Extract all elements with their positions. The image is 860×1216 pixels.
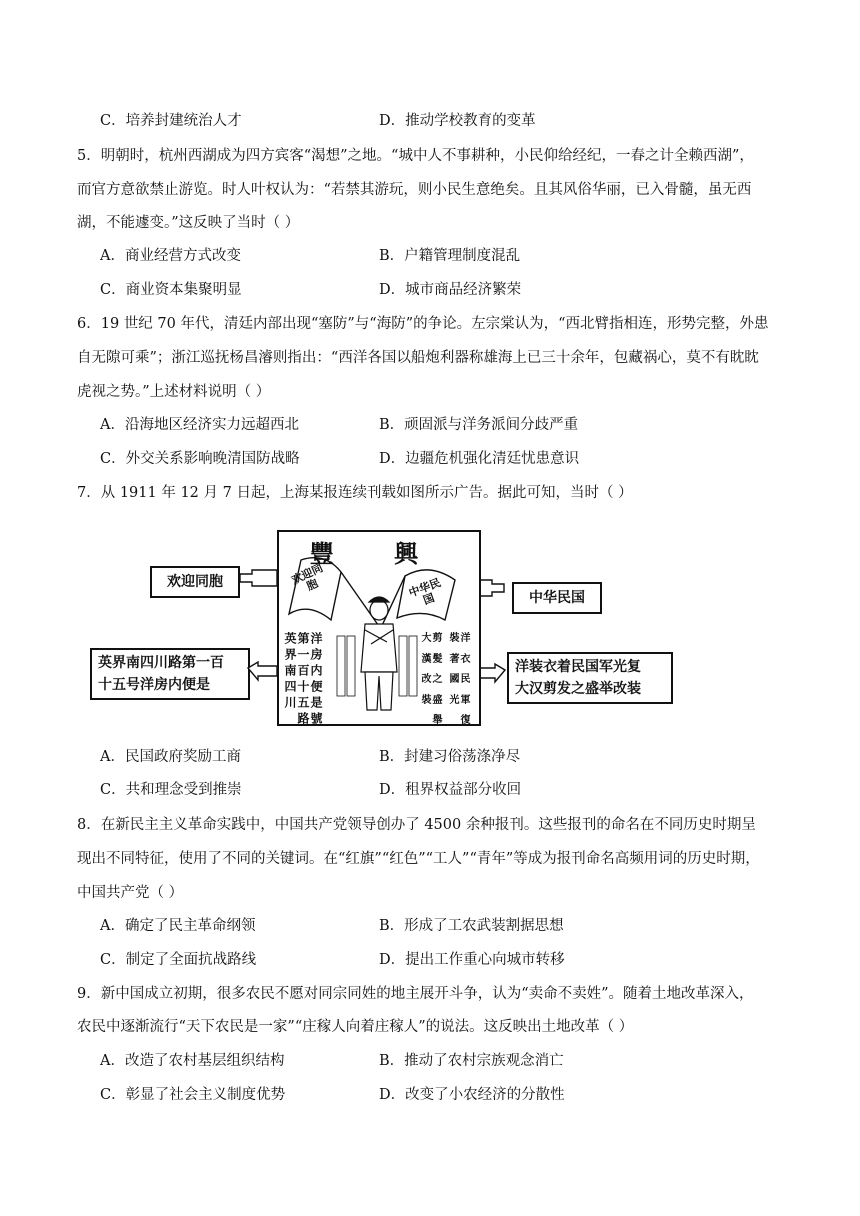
grid-right-1 — [399, 636, 407, 696]
q8-stem-line-2: 现出不同特征，使用了不同的关键词。在“红旗”“红色”“工人”“青年”等成为报刊命名高频用词的历史时期， — [77, 851, 760, 867]
soldier-head — [370, 600, 388, 620]
q8-option-c: C．制定了全面抗战路线 — [100, 952, 257, 968]
q5-stem-line-1: 5．明朝时，杭州西湖成为四方宾客“渴想”之地。“城中人不事耕种，小民仰给经纪，一春之计全赖西湖”， — [77, 148, 754, 164]
q7-option-d: D．租界权益部分收回 — [379, 782, 522, 798]
arrow-address — [248, 662, 277, 680]
arrow-suit — [477, 664, 505, 682]
ad-col-r10: 復 — [458, 714, 469, 724]
q7-option-b: B．封建习俗荡涤净尽 — [379, 749, 521, 765]
ad-flag-right-text: 中华民国 — [407, 576, 443, 608]
label-suit-line-2: 大汉剪发之盛举改装 — [515, 681, 641, 697]
q4-option-c: C．培养封建统治人才 — [100, 113, 242, 129]
ad-col-1: 洋第英 — [283, 632, 323, 644]
ad-col-r2: 髪漢 — [419, 652, 441, 663]
q7-option-a: A．民国政府奖励工商 — [100, 749, 241, 765]
q9-stem-line-1: 9．新中国成立初期，很多农民不愿对同宗同姓的地主展开斗争，认为“卖命不卖姓”。随着土地改革深入， — [77, 986, 754, 1002]
q9-option-c: C．彰显了社会主义制度优势 — [100, 1087, 286, 1103]
q6-option-d: D．边疆危机强化清廷忧患意识 — [379, 451, 580, 467]
q6-option-c: C．外交关系影响晚清国防战略 — [100, 451, 300, 467]
q7-stem-line-1: 7．从 1911 年 12 月 7 日起，上海某报连续刊载如图所示广告。据此可知，当时（ ） — [77, 485, 633, 501]
q8-option-a: A．确定了民主革命纲领 — [100, 918, 256, 934]
q7-option-c: C．共和理念受到推崇 — [100, 782, 242, 798]
q9-option-a: A．改造了农村基层组织结构 — [100, 1053, 285, 1069]
ad-col-4: 便十四 — [283, 680, 323, 692]
q6-stem-line-3: 虎视之势。”上述材料说明（ ） — [77, 384, 271, 400]
ad-col-r6: 洋裝 — [447, 632, 469, 642]
q8-option-b: B．形成了工农武装割据思想 — [379, 918, 564, 934]
q7-advertisement-figure — [84, 530, 684, 726]
grid-left-1 — [337, 636, 345, 696]
ad-right-columns — [419, 632, 441, 724]
q8-option-d: D．提出工作重心向城市转移 — [379, 952, 565, 968]
ad-title: 豐 興 — [309, 539, 445, 568]
arrow-welcome — [240, 570, 277, 586]
q6-stem-line-1: 6．19 世纪 70 年代，清廷内部出现“塞防”与“海防”的争论。左宗棠认为，“西北臂指相连，形势完整，外患 — [77, 316, 769, 332]
ad-col-r5: 舉 — [430, 714, 441, 724]
soldier-legs — [365, 672, 393, 710]
q5-option-a: A．商业经营方式改变 — [100, 248, 241, 264]
q9-option-d: D．改变了小农经济的分散性 — [379, 1087, 565, 1103]
label-welcome: 欢迎同胞 — [167, 574, 223, 590]
label-address-line-2: 十五号洋房内便是 — [98, 677, 210, 693]
label-roc: 中华民国 — [529, 590, 585, 606]
arrow-roc — [477, 580, 504, 596]
soldier-cap — [369, 597, 389, 602]
q5-option-b: B．户籍管理制度混乱 — [379, 248, 521, 264]
ad-right-columns-2 — [447, 632, 469, 724]
ad-col-5: 是五川 — [283, 696, 323, 708]
label-suit-line-1: 洋装衣着民国军光复 — [515, 659, 641, 675]
ad-left-columns — [283, 632, 322, 724]
q9-stem-line-2: 农民中逐渐流行“天下农民是一家”“庄稼人向着庄稼人”的说法。这反映出土地改革（ ） — [77, 1019, 634, 1035]
ad-col-r1: 剪大 — [419, 632, 441, 642]
ad-col-3: 内百南 — [283, 664, 323, 676]
ad-col-6: 號路 — [296, 712, 323, 724]
grid-left-2 — [347, 636, 355, 696]
ad-col-r7: 衣著 — [447, 652, 469, 663]
q5-option-d: D．城市商品经济繁荣 — [379, 282, 522, 298]
advertisement-image — [277, 530, 481, 726]
q4-option-d: D．推动学校教育的变革 — [379, 113, 536, 129]
ad-col-r3: 之改 — [419, 673, 441, 683]
q6-stem-line-2: 自无隙可乘”；浙江巡抚杨昌濬则指出：“西洋各国以船炮利器称雄海上已三十余年，包藏祸心，莫不有眈眈 — [77, 350, 759, 366]
q6-option-b: B．顽固派与洋务派间分歧严重 — [379, 417, 579, 433]
q8-stem-line-3: 中国共产党（ ） — [77, 885, 184, 901]
ad-col-r8: 民國 — [447, 673, 469, 683]
q5-stem-line-3: 湖，不能遽变。”这反映了当时（ ） — [77, 215, 300, 231]
q8-stem-line-1: 8．在新民主主义革命实践中，中国共产党领导创办了 4500 余种报刊。这些报刊的命名在不同历史时期呈 — [77, 817, 756, 833]
q5-option-c: C．商业资本集聚明显 — [100, 282, 242, 298]
q9-option-b: B．推动了农村宗族观念消亡 — [379, 1053, 564, 1069]
ad-col-r9: 軍光 — [447, 693, 469, 704]
q6-option-a: A．沿海地区经济实力远超西北 — [100, 417, 299, 433]
grid-right-2 — [409, 636, 417, 696]
ad-col-2: 房一界 — [283, 648, 323, 660]
ad-flag-left-text: 欢迎同胞 — [289, 561, 325, 594]
ad-col-r4: 盛裝 — [419, 693, 441, 704]
q5-stem-line-2: 而官方意欲禁止游览。时人叶权认为：“若禁其游玩，则小民生意绝矣。且其风俗华丽，已入骨髓，虽无西 — [77, 182, 752, 198]
label-address-line-1: 英界南四川路第一百 — [98, 655, 224, 671]
